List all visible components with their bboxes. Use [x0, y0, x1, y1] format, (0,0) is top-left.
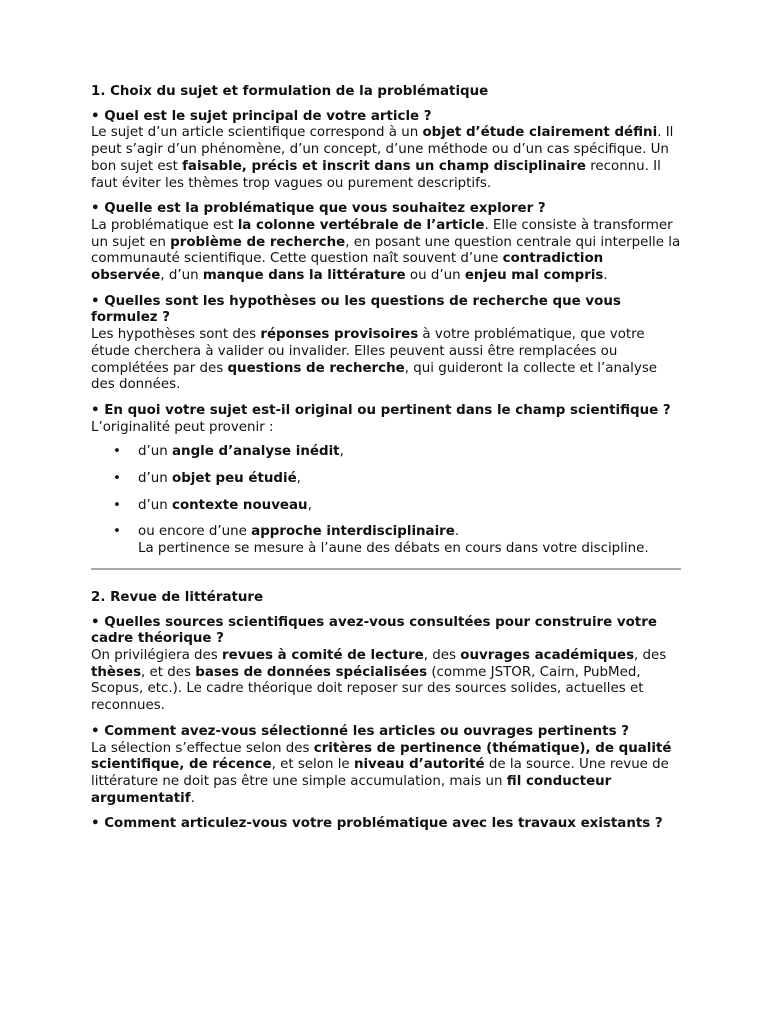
document-page	[91, 84, 681, 842]
text-run: (comme JSTOR, Cairn, PubMed, Scopus, etc.). Le cadre théorique doit reposer sur des sources solides, actuelles et reconnues.	[91, 664, 644, 714]
question-title: • Quelles sources scientifiques avez-vous consultées pour construire votre cadre théorique ?	[91, 614, 657, 647]
bold-text-run: manque dans la littérature	[202, 268, 406, 284]
question-answer	[91, 218, 681, 285]
text-run: Le sujet d’un article scientifique correspond à un	[91, 125, 423, 141]
text-run: . Il peut s’agir d’un phénomène, d’un concept, d’une méthode ou d’un cas spécifique. Un bon sujet est	[91, 125, 674, 174]
horizontal-rule	[91, 568, 681, 570]
text-run: ,	[307, 497, 312, 513]
text-run: .	[603, 268, 608, 284]
question-title: • Comment avez-vous sélectionné les articles ou ouvrages pertinents ?	[91, 723, 629, 739]
text-run: .	[454, 524, 460, 540]
bold-text-run: ouvrages académiques	[460, 647, 635, 663]
question-block	[91, 816, 681, 833]
text-run: .	[190, 790, 195, 806]
text-run: , et selon le	[271, 757, 354, 773]
bullet-icon: •	[113, 471, 121, 487]
question-answer	[91, 327, 681, 394]
bold-text-run: problème de recherche	[170, 234, 346, 250]
bold-text-run: la colonne vertébrale de l’article	[237, 217, 485, 233]
text-run: à votre problématique, que votre étude cherchera à valider ou invalider. Elles peuvent aussi être remplacées ou complétées par des	[91, 327, 645, 376]
question-answer	[91, 420, 681, 437]
originality-list	[91, 444, 681, 558]
bold-text-run: contexte nouveau	[172, 497, 308, 513]
bold-text-run: contradiction observée	[91, 251, 604, 284]
text-run: ,	[296, 471, 301, 487]
question-title: • Quel est le sujet principal de votre article ?	[91, 108, 432, 124]
question-block	[91, 201, 681, 285]
text-run: , d’un	[160, 268, 203, 284]
text-run: La pertinence se mesure à l’aune des débats en cours dans votre discipline.	[138, 541, 649, 557]
question-title: • Quelles sont les hypothèses ou les questions de recherche que vous formulez ?	[91, 293, 621, 326]
text-run: d’un	[138, 471, 172, 487]
bullet-icon: •	[113, 444, 121, 460]
question-block	[91, 615, 681, 715]
section-2-title: 2. Revue de littérature	[91, 589, 264, 605]
text-run: ,	[339, 444, 344, 460]
section-1-title: 1. Choix du sujet et formulation de la problématique	[91, 84, 489, 99]
text-run: L’originalité peut provenir :	[91, 419, 274, 435]
list-item	[91, 444, 681, 461]
bold-text-run: bases de données spécialisées	[195, 664, 428, 680]
bold-text-run: revues à comité de lecture	[222, 647, 424, 663]
question-answer	[91, 125, 681, 192]
question-block	[91, 109, 681, 193]
text-run: On privilégiera des	[91, 647, 223, 663]
text-run: reconnu. Il faut éviter les thèmes trop vagues ou purement descriptifs.	[91, 158, 661, 191]
text-run: , qui guideront la collecte et l’analyse des données.	[91, 360, 658, 393]
text-run: , et des	[141, 664, 196, 680]
list-item	[91, 498, 681, 515]
text-run: La problématique est	[91, 217, 238, 233]
bold-text-run: thèses	[91, 664, 142, 680]
bold-text-run: fil conducteur argumentatif	[91, 773, 612, 806]
text-run: . Elle consiste à transformer un sujet en	[91, 217, 673, 250]
text-run: La sélection s’effectue selon des	[91, 740, 314, 756]
text-run: Les hypothèses sont des	[91, 327, 261, 343]
text-run: , des	[634, 647, 667, 663]
text-run: d’un	[138, 497, 172, 513]
question-title: • Comment articulez-vous votre problématique avec les travaux existants ?	[91, 816, 663, 832]
list-item-text	[138, 471, 301, 486]
bold-text-run: réponses provisoires	[260, 327, 419, 343]
list-item	[91, 524, 681, 557]
bold-text-run: faisable, précis et inscrit dans un champ disciplinaire	[182, 158, 586, 174]
list-item-text	[138, 498, 312, 513]
bold-text-run: niveau d’autorité	[353, 757, 485, 773]
bold-text-run: angle d’analyse inédit	[172, 444, 340, 460]
bullet-icon: •	[113, 524, 121, 540]
text-run: ou encore d’une	[138, 524, 252, 540]
list-item	[91, 471, 681, 488]
question-title: • En quoi votre sujet est-il original ou pertinent dans le champ scientifique ?	[91, 402, 671, 418]
text-run: , des	[423, 647, 461, 663]
text-run: ou d’un	[405, 268, 465, 284]
question-answer	[91, 741, 681, 808]
bullet-icon: •	[113, 497, 121, 513]
bold-text-run: questions de recherche	[227, 360, 405, 376]
bold-text-run: critères de pertinence (thématique), de qualité scientifique, de récence	[91, 740, 672, 773]
bold-text-run: enjeu mal compris	[464, 268, 604, 284]
text-run: d’un	[138, 444, 172, 460]
question-title: • Quelle est la problématique que vous souhaitez explorer ?	[91, 201, 546, 217]
bold-text-run: objet peu étudié	[172, 471, 297, 487]
text-run: , en posant une question centrale qui interpelle la communauté scientifique. Cette question naît souvent d’une	[91, 234, 681, 267]
question-block	[91, 403, 681, 558]
bold-text-run: approche interdisciplinaire	[251, 524, 455, 540]
bold-text-run: objet d’étude clairement défini	[422, 125, 658, 141]
question-answer	[91, 648, 681, 715]
question-block	[91, 294, 681, 394]
question-block	[91, 724, 681, 808]
list-item-text	[138, 444, 344, 459]
list-item-text	[138, 524, 649, 556]
text-run: de la source. Une revue de littérature ne doit pas être une simple accumulation, mais un	[91, 757, 669, 789]
